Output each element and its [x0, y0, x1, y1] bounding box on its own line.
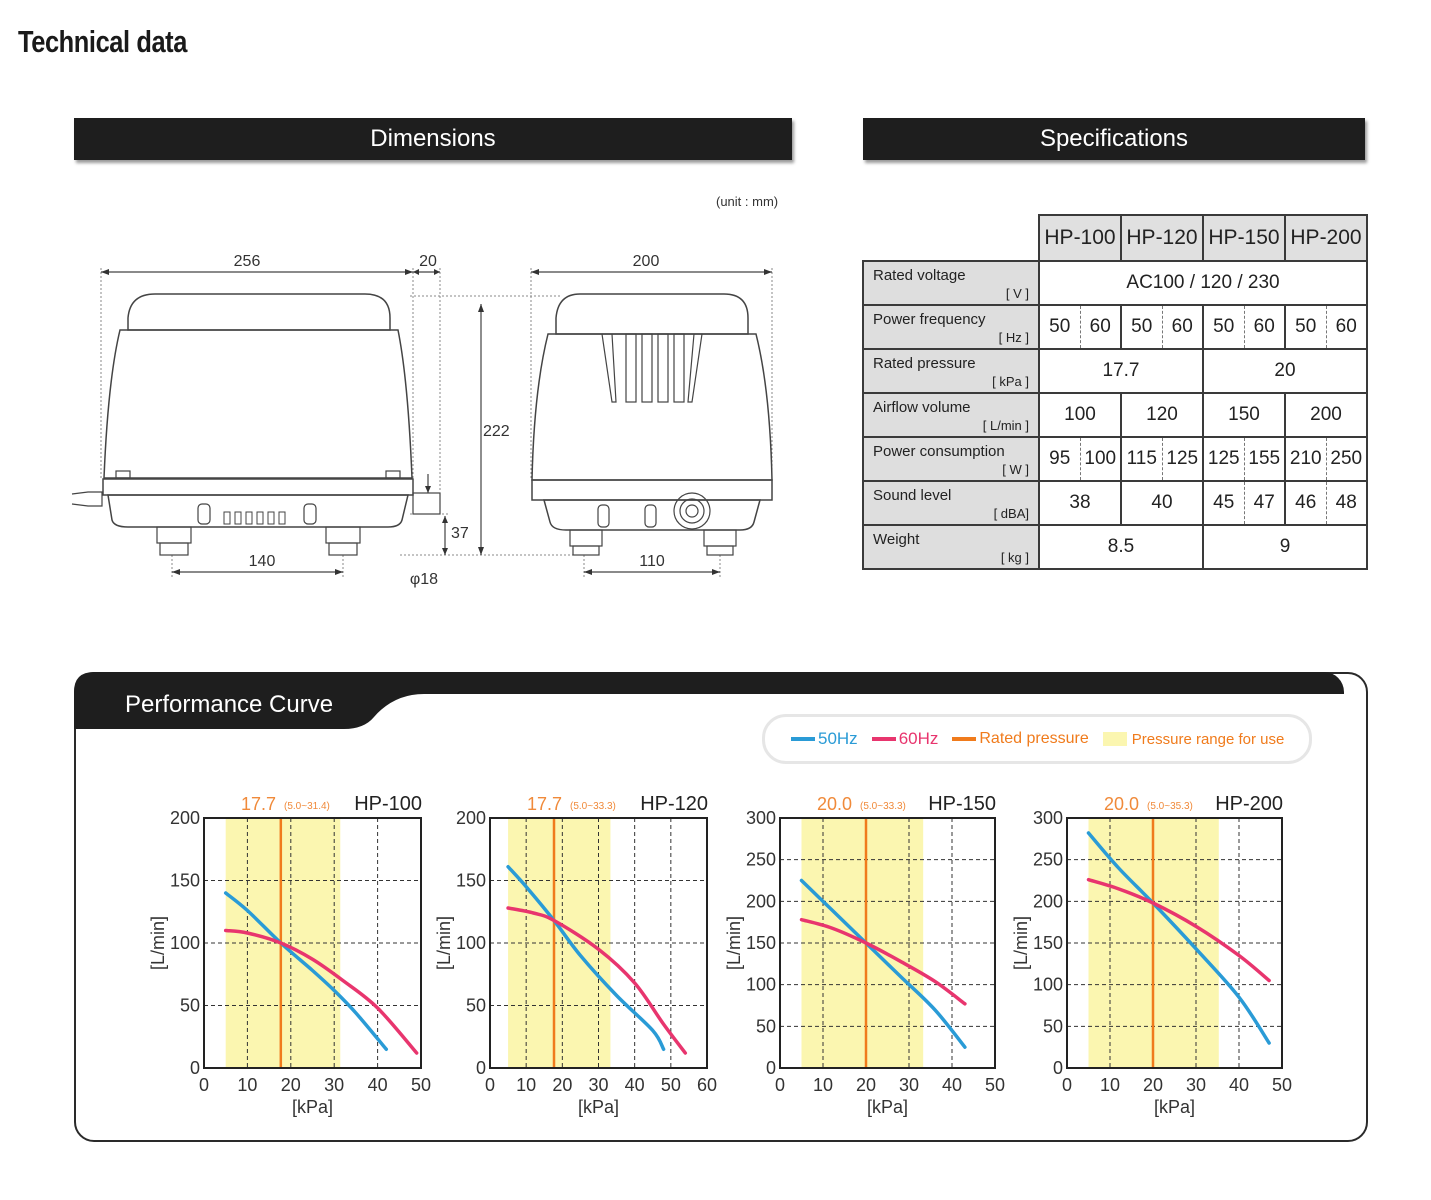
rated-pressure-label: 17.7: [527, 794, 563, 814]
pressure-range-label: (5.0~33.3): [860, 801, 906, 812]
row-label: Power frequency: [873, 311, 986, 328]
chart-model-label: HP-100: [354, 793, 422, 815]
x-tick-label: 30: [1185, 1075, 1207, 1095]
specifications-table: [862, 214, 1368, 570]
cell: 50: [1285, 305, 1326, 349]
x-tick-label: 10: [237, 1075, 258, 1095]
chart-model-label: HP-200: [1215, 793, 1283, 815]
row-label: Power consumption: [873, 443, 1005, 460]
dimension-drawing: [60, 240, 800, 600]
x-axis-label: [kPa]: [577, 1097, 620, 1117]
row-airflow-volume: [863, 393, 1367, 437]
y-tick-label: 100: [169, 933, 200, 953]
cell: 115: [1121, 437, 1162, 481]
model-header: HP-150: [1203, 215, 1285, 261]
y-tick-label: 200: [1032, 891, 1063, 912]
row-rated-pressure: [863, 349, 1367, 393]
y-tick-label: 150: [1032, 933, 1063, 953]
x-tick-label: 40: [1228, 1075, 1250, 1095]
cell: 47: [1244, 481, 1285, 525]
performance-chart-hp-120: [434, 793, 717, 1117]
cell: 17.7: [1039, 349, 1203, 393]
x-tick-label: 10: [1099, 1075, 1121, 1095]
unit-note: (unit : mm): [716, 194, 779, 209]
x-tick-label: 40: [367, 1075, 388, 1095]
legend-label: 60Hz: [898, 729, 939, 748]
cell: 60: [1326, 305, 1367, 349]
dimensions-header: Dimensions: [74, 118, 792, 160]
model-header: HP-200: [1285, 215, 1367, 261]
row-power-consumption: [863, 437, 1367, 481]
dim-110: 110: [639, 553, 665, 570]
cell: 8.5: [1039, 525, 1203, 569]
model-header: HP-120: [1121, 215, 1203, 261]
cell: 40: [1121, 481, 1203, 525]
cell: 60: [1080, 305, 1121, 349]
x-tick-label: 50: [984, 1075, 1006, 1095]
cell: 200: [1285, 393, 1367, 437]
x-tick-label: 0: [484, 1075, 496, 1095]
y-tick-label: 300: [745, 808, 776, 828]
cell: 95: [1039, 437, 1080, 481]
row-weight: [863, 525, 1367, 569]
performance-legend: [762, 714, 1312, 764]
y-tick-label: 50: [465, 995, 486, 1016]
cell: 250: [1326, 437, 1367, 481]
legend-label: 50Hz: [818, 729, 858, 748]
legend-item-60hz: [872, 729, 939, 749]
cell: 38: [1039, 481, 1121, 525]
x-tick-label: 30: [898, 1075, 920, 1095]
dim-200: 200: [632, 253, 660, 270]
x-tick-label: 10: [812, 1075, 834, 1095]
dim-140: 140: [248, 553, 276, 570]
row-unit: [ V ]: [1005, 286, 1029, 301]
x-tick-label: 40: [941, 1075, 963, 1095]
rated-pressure-label: 17.7: [241, 794, 277, 814]
pressure-range-label: (5.0~35.3): [1147, 801, 1193, 812]
performance-header: Performance Curve: [125, 691, 334, 718]
cell: 210: [1285, 437, 1326, 481]
row-label: Sound level: [873, 487, 952, 504]
dim-20: 20: [419, 253, 437, 270]
performance-header-tab: [74, 672, 474, 732]
row-unit: [ W ]: [1002, 462, 1029, 477]
cell: AC100 / 120 / 230: [1039, 261, 1367, 305]
y-tick-label: 0: [189, 1058, 200, 1078]
y-tick-label: 100: [1032, 974, 1063, 995]
row-label: Weight: [873, 531, 920, 548]
y-tick-label: 100: [455, 933, 486, 953]
cell: 46: [1285, 481, 1326, 525]
dim-phi18: φ18: [409, 571, 439, 588]
dim-222: 222: [483, 423, 510, 440]
x-tick-label: 20: [552, 1075, 573, 1095]
x-axis-label: [kPa]: [1153, 1097, 1196, 1117]
chart-model-label: HP-120: [640, 793, 708, 815]
page-title: Technical data: [18, 24, 187, 59]
row-unit: [ Hz ]: [998, 330, 1029, 345]
cell: 100: [1039, 393, 1121, 437]
legend-item-pressure-range: [1103, 731, 1285, 748]
y-tick-label: 150: [169, 870, 200, 891]
y-tick-label: 250: [1032, 849, 1063, 870]
cell: 125: [1203, 437, 1244, 481]
performance-chart-hp-100: [148, 793, 431, 1117]
cell: 60: [1162, 305, 1203, 349]
pressure-range-label: (5.0~31.4): [284, 801, 330, 812]
rated-pressure-label: 20.0: [817, 794, 853, 814]
y-tick-label: 0: [765, 1058, 776, 1078]
cell: 9: [1203, 525, 1367, 569]
x-tick-label: 10: [516, 1075, 537, 1095]
y-tick-label: 0: [475, 1058, 486, 1078]
y-tick-label: 200: [169, 808, 200, 828]
row-label: Rated voltage: [873, 267, 966, 284]
x-tick-label: 50: [1271, 1075, 1293, 1095]
legend-item-50hz: [791, 729, 858, 749]
cell: 50: [1039, 305, 1080, 349]
row-unit: [ L/min ]: [982, 418, 1029, 433]
y-axis-label: [L/min]: [434, 915, 454, 971]
x-tick-label: 60: [696, 1075, 718, 1095]
y-tick-label: 0: [1052, 1058, 1063, 1078]
y-tick-label: 300: [1032, 808, 1063, 828]
performance-chart-hp-200: [1011, 793, 1292, 1117]
y-axis-label: [L/min]: [724, 915, 744, 971]
row-label: Airflow volume: [873, 399, 971, 416]
x-tick-label: 40: [624, 1075, 645, 1095]
x-tick-label: 50: [660, 1075, 681, 1095]
x-tick-label: 0: [1061, 1075, 1073, 1095]
cell: 48: [1326, 481, 1367, 525]
specifications-header: Specifications: [863, 118, 1365, 160]
y-tick-label: 50: [755, 1016, 776, 1037]
legend-label: Pressure range for use: [1131, 730, 1285, 748]
y-tick-label: 150: [455, 870, 486, 891]
row-sound-level: [863, 481, 1367, 525]
dim-37: 37: [451, 525, 469, 542]
row-unit: [ kPa ]: [992, 374, 1029, 389]
y-tick-label: 150: [745, 933, 776, 953]
x-tick-label: 20: [855, 1075, 877, 1095]
cell: 60: [1244, 305, 1285, 349]
cell: 100: [1080, 437, 1121, 481]
y-tick-label: 100: [745, 974, 776, 995]
y-tick-label: 250: [745, 849, 776, 870]
y-tick-label: 50: [1042, 1016, 1063, 1037]
legend-item-rated-pressure: [952, 730, 1088, 748]
rated-pressure-label: 20.0: [1104, 794, 1140, 814]
x-tick-label: 20: [280, 1075, 301, 1095]
row-unit: [ kg ]: [1000, 550, 1029, 565]
x-tick-label: 30: [324, 1075, 345, 1095]
row-unit: [ dBA]: [993, 506, 1029, 521]
model-header: HP-100: [1039, 215, 1121, 261]
y-axis-label: [L/min]: [148, 915, 168, 971]
y-tick-label: 50: [179, 995, 200, 1016]
chart-model-label: HP-150: [928, 793, 996, 815]
y-tick-label: 200: [455, 808, 486, 828]
cell: 45: [1203, 481, 1244, 525]
performance-chart-hp-150: [724, 793, 1005, 1117]
pressure-range-label: (5.0~33.3): [570, 801, 616, 812]
y-axis-label: [L/min]: [1011, 915, 1031, 971]
cell: 125: [1162, 437, 1203, 481]
row-rated-voltage: [863, 261, 1367, 305]
cell: 120: [1121, 393, 1203, 437]
x-axis-label: [kPa]: [866, 1097, 909, 1117]
cell: 155: [1244, 437, 1285, 481]
x-tick-label: 30: [588, 1075, 609, 1095]
cell: 20: [1203, 349, 1367, 393]
x-tick-label: 0: [774, 1075, 786, 1095]
y-tick-label: 200: [745, 891, 776, 912]
legend-label: Rated pressure: [979, 730, 1089, 747]
performance-charts: [0, 780, 1431, 1120]
x-tick-label: 0: [198, 1075, 210, 1095]
x-axis-label: [kPa]: [291, 1097, 334, 1117]
x-tick-label: 50: [410, 1075, 432, 1095]
cell: 150: [1203, 393, 1285, 437]
cell: 50: [1121, 305, 1162, 349]
cell: 50: [1203, 305, 1244, 349]
row-power-frequency: [863, 305, 1367, 349]
dim-256: 256: [233, 253, 261, 270]
row-label: Rated pressure: [873, 355, 976, 372]
x-tick-label: 20: [1142, 1075, 1164, 1095]
